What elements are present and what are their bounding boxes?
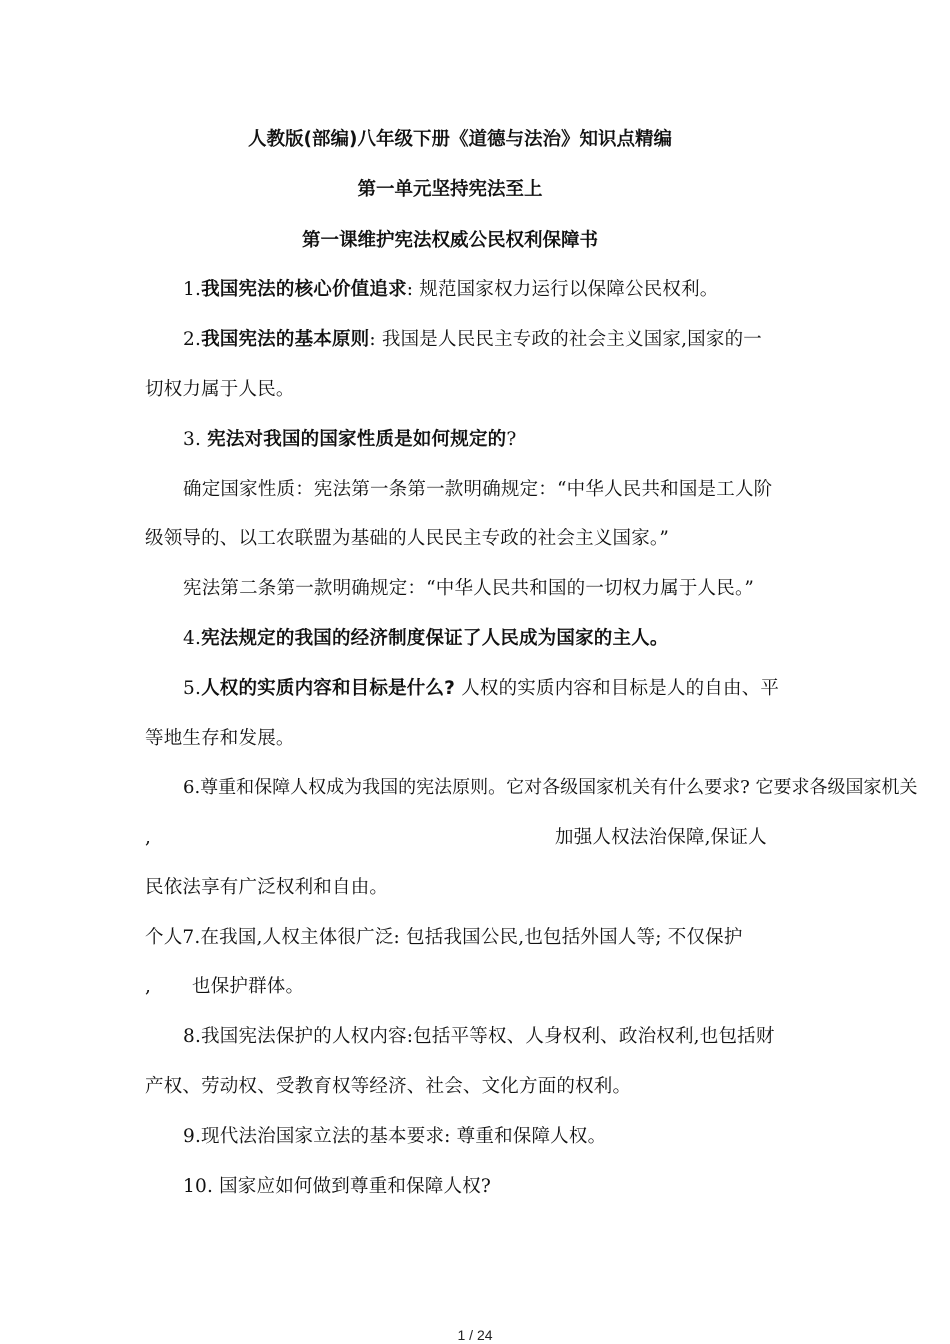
paragraph-2-continuation: 切权力属于人民。 xyxy=(145,379,295,400)
paragraph-10: 10. 国家应如何做到尊重和保障人权? xyxy=(183,1176,492,1197)
item-keyword: 人权的实质内容和目标是什么? xyxy=(201,678,456,699)
item-number: 3. xyxy=(183,429,208,450)
paragraph-7-comma: , xyxy=(145,976,152,997)
paragraph-3 xyxy=(183,427,516,453)
paragraph-3a-continuation: 级领导的、以工农联盟为基础的人民民主专政的社会主义国家。” xyxy=(145,528,670,549)
document-title: 人教版(部编)八年级下册《道德与法治》知识点精编 xyxy=(248,129,672,150)
item-number: 4. xyxy=(183,628,202,649)
unit-title: 第一单元坚持宪法至上 xyxy=(357,179,543,200)
item-number: 5. xyxy=(183,678,202,699)
paragraph-4 xyxy=(183,626,669,652)
item-keyword: 我国宪法的基本原则 xyxy=(201,329,370,350)
paragraph-5 xyxy=(183,676,779,702)
page-number: 1 / 24 xyxy=(457,1327,493,1343)
paragraph-8-continuation: 产权、劳动权、受教育权等经济、社会、文化方面的权利。 xyxy=(145,1076,632,1097)
paragraph-1 xyxy=(183,277,718,303)
paragraph-6-comma: , xyxy=(145,827,152,848)
paragraph-6-continuation: 民依法享有广泛权利和自由。 xyxy=(145,877,389,898)
item-keyword: 宪法规定的我国的经济制度保证了人民成为国家的主人。 xyxy=(201,628,669,649)
item-text: : 我国是人民民主专政的社会主义国家,国家的一 xyxy=(369,329,762,350)
paragraph-7-continuation: 也保护群体。 xyxy=(192,976,305,997)
item-keyword: 我国宪法的核心价值追求 xyxy=(201,279,407,300)
paragraph-3b: 宪法第二条第一款明确规定：“中华人民共和国的一切权力属于人民。” xyxy=(183,578,755,599)
lesson-title: 第一课维护宪法权威公民权利保障书 xyxy=(301,230,598,251)
item-keyword: 宪法对我国的国家性质是如何规定的 xyxy=(207,429,507,450)
item-number: 2. xyxy=(183,329,202,350)
paragraph-2 xyxy=(183,327,762,353)
paragraph-9: 9.现代法治国家立法的基本要求: 尊重和保障人权。 xyxy=(183,1126,607,1147)
item-number: 1. xyxy=(183,279,202,300)
item-text: : 规范国家权力运行以保障公民权利。 xyxy=(406,279,719,300)
item-text: ? xyxy=(506,429,517,450)
paragraph-5-continuation: 等地生存和发展。 xyxy=(145,728,295,749)
paragraph-6-right-text: 加强人权法治保障,保证人 xyxy=(555,827,767,848)
paragraph-3a: 确定国家性质：宪法第一条第一款明确规定：“中华人民共和国是工人阶 xyxy=(183,479,773,500)
paragraph-8: 8.我国宪法保护的人权内容:包括平等权、人身权利、政治权利,也包括财 xyxy=(183,1026,775,1047)
paragraph-7: 个人7.在我国,人权主体很广泛: 包括我国公民,也包括外国人等; 不仅保护 xyxy=(145,927,743,948)
paragraph-6: 6.尊重和保障人权成为我国的宪法原则。它对各级国家机关有什么要求? 它要求各级国家机关 xyxy=(183,777,918,798)
item-text: 人权的实质内容和目标是人的自由、平 xyxy=(455,678,780,699)
